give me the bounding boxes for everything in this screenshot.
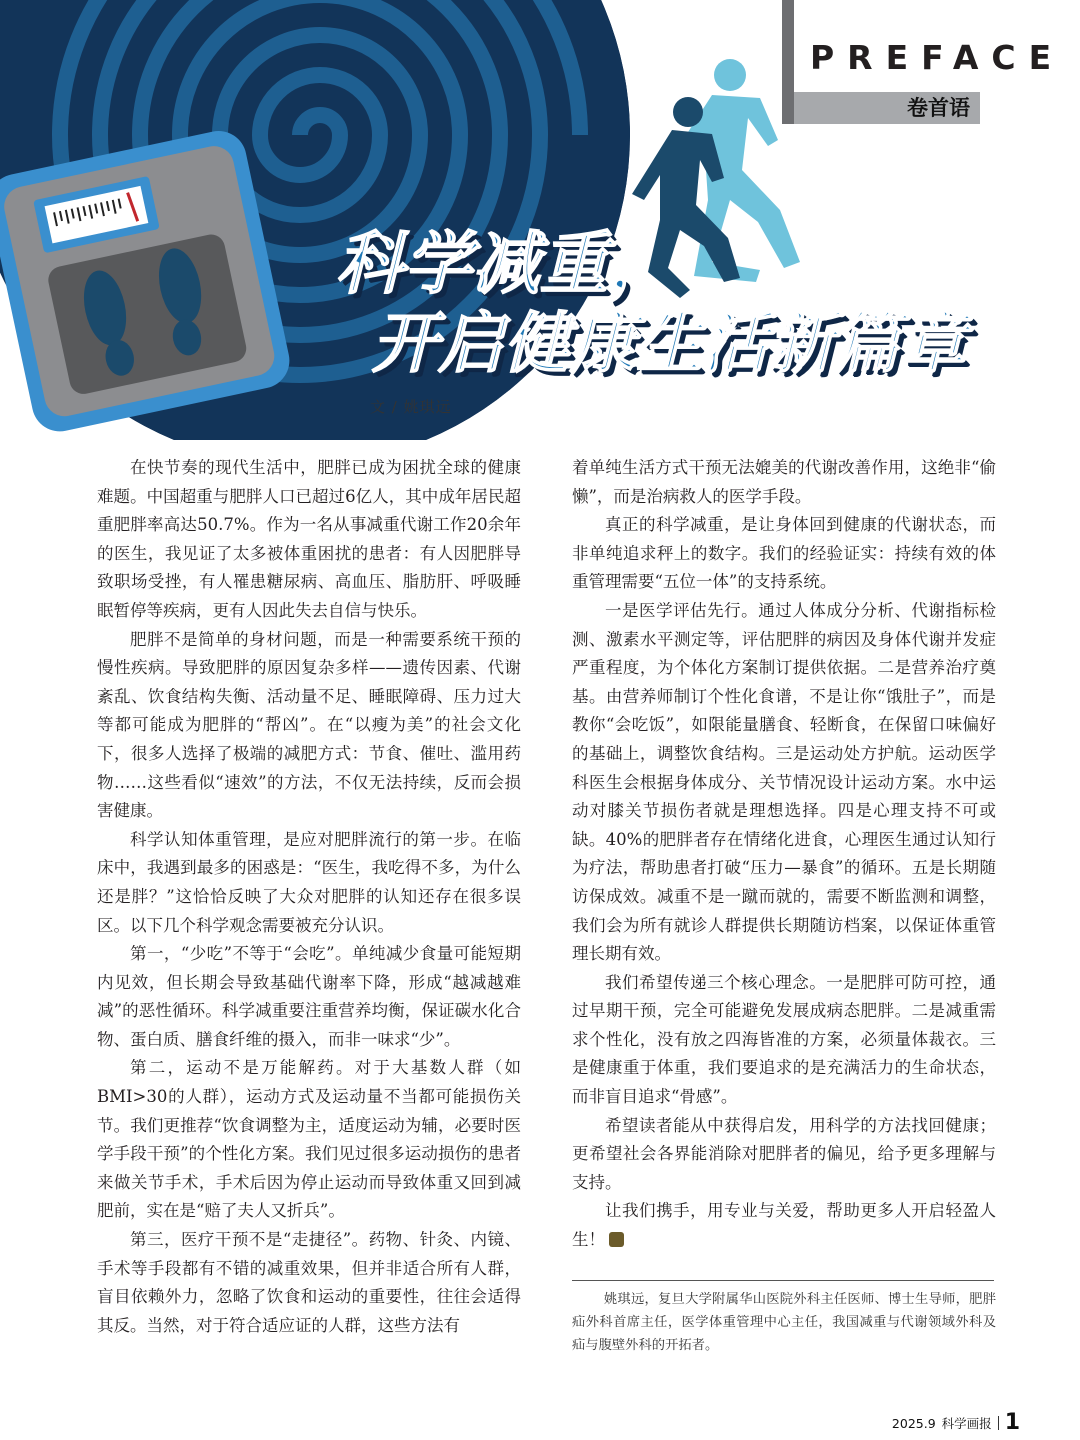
paragraph: 第二，运动不是万能解药。对于大基数人群（如BMI>30的人群），运动方式及运动量不当都可能损伤关节。我们更推荐“饮食调整为主，适度运动为辅，必要时医学手段干预”的个性化方案。我们见过很多运动损伤的患者来做关节手术，手术后因为停止运动而导致体重又回到减肥前，实在是“赔了夫人又折兵”。 <box>97 1058 521 1221</box>
body-column-right <box>572 454 996 1255</box>
paragraph: 真正的科学减重，是让身体回到健康的代谢状态，而非单纯追求秤上的数字。我们的经验证实：持续有效的体重管理需要“五位一体”的支持系统。 <box>572 515 996 592</box>
paragraph: 希望读者能从中获得启发，用科学的方法找回健康；更希望社会各界能消除对肥胖者的偏见，给予更多理解与支持。 <box>572 1115 996 1192</box>
paragraph: 第一，“少吃”不等于“会吃”。单纯减少食量可能短期内见效，但长期会导致基础代谢率下降，形成“越减越难减”的恶性循环。科学减重要注重营养均衡，保证碳水化合物、蛋白质、膳食纤维的摄入，而非一味求“少”。 <box>97 944 521 1049</box>
closing-text: 让我们携手，用专业与关爱，帮助更多人开启轻盈人生！ <box>572 1201 996 1250</box>
paragraph: 第三，医疗干预不是“走捷径”。药物、针灸、内镜、手术等手段都有不错的减重效果，但并非适合所有人群，盲目依赖外力，忽略了饮食和运动的重要性，往往会适得其反。当然，对于符合适应证的人群，这些方法有 <box>97 1230 521 1335</box>
body-column-left <box>97 454 521 1340</box>
paragraph: 一是医学评估先行。通过人体成分分析、代谢指标检测、激素水平测定等，评估肥胖的病因及身体代谢并发症严重程度，为个体化方案制订提供依据。二是营养治疗奠基。由营养师制订个性化食谱，不是让你“饿肚子”，而是教你“会吃饭”，如限能量膳食、轻断食，在保留口味偏好的基础上，调整饮食结构。三是运动处方护航。运动医学科医生会根据身体成分、关节情况设计运动方案。水中运动对膝关节损伤者就是理想选择。四是心理支持不可或缺。40%的肥胖者存在情绪化进食，心理医生通过认知行为疗法，帮助患者打破“压力—暴食”的循环。五是长期随访保成效。减重不是一蹴而就的，需要不断监测和调整，我们会为所有就诊人群提供长期随访档案，以保证体重管理长期有效。 <box>572 600 996 964</box>
section-label-cn: 卷首语 <box>794 92 980 124</box>
section-label-en: PREFACE <box>810 38 1065 77</box>
article-title-line1: 科学减重， <box>336 225 677 304</box>
emoji-icon <box>609 1232 624 1247</box>
issue-date: 2025.9 <box>891 1415 936 1431</box>
section-bar <box>782 0 794 124</box>
paragraph: 我们希望传递三个核心理念。一是肥胖可防可控，通过早期干预，完全可能避免发展成病态肥胖。二是减重需求个性化，没有放之四海皆准的方案，必须量体裁衣。三是健康重于体重，我们要追求的是充满活力的生命状态，而非盲目追求“骨感”。 <box>572 972 996 1107</box>
article-title-line2: 开启健康生活新篇章 <box>372 305 966 382</box>
magazine-name: 科学画报 <box>941 1416 992 1431</box>
author-bio: 姚琪远，复旦大学附属华山医院外科主任医师、博士生导师，肥胖疝外科首席主任，医学体重管理中心主任，我国减重与代谢领域外科及疝与腹壁外科的开拓者。 <box>572 1292 996 1353</box>
paragraph: 在快节奏的现代生活中，肥胖已成为困扰全球的健康难题。中国超重与肥胖人口已超过6亿人，其中成年居民超重肥胖率高达50.7%。作为一名从事减重代谢工作20余年的医生，我见证了太多被体重困扰的患者：有人因肥胖导致职场受挫，有人罹患糖尿病、高血压、脂肪肝、呼吸睡眠暂停等疾病，更有人因此失去自信与快乐。 <box>97 458 521 620</box>
paragraph: 科学认知体重管理，是应对肥胖流行的第一步。在临床中，我遇到最多的困惑是：“医生，我吃得不多，为什么还是胖？”这恰恰反映了大众对肥胖的认知还存在很多误区。以下几个科学观念需要被充分认识。 <box>97 829 521 935</box>
page-footer <box>891 1410 1020 1435</box>
author-divider <box>572 1280 994 1281</box>
byline: 文 / 姚琪远 <box>370 398 452 416</box>
paragraph: 肥胖不是简单的身材问题，而是一种需要系统干预的慢性疾病。导致肥胖的原因复杂多样——遗传因素、代谢紊乱、饮食结构失衡、活动量不足、睡眠障碍、压力过大等都可能成为肥胖的“帮凶”。在“以瘦为美”的社会文化下，很多人选择了极端的减肥方式：节食、催吐、滥用药物……这些看似“速效”的方法，不仅无法持续，反而会损害健康。 <box>97 629 521 821</box>
section-label <box>782 0 1065 124</box>
closing-paragraph <box>572 1197 996 1254</box>
paragraph: 着单纯生活方式干预无法媲美的代谢改善作用，这绝非“偷懒”，而是治病救人的医学手段。 <box>572 458 996 506</box>
footer-divider <box>998 1416 999 1430</box>
page-number: 1 <box>1004 1410 1020 1435</box>
